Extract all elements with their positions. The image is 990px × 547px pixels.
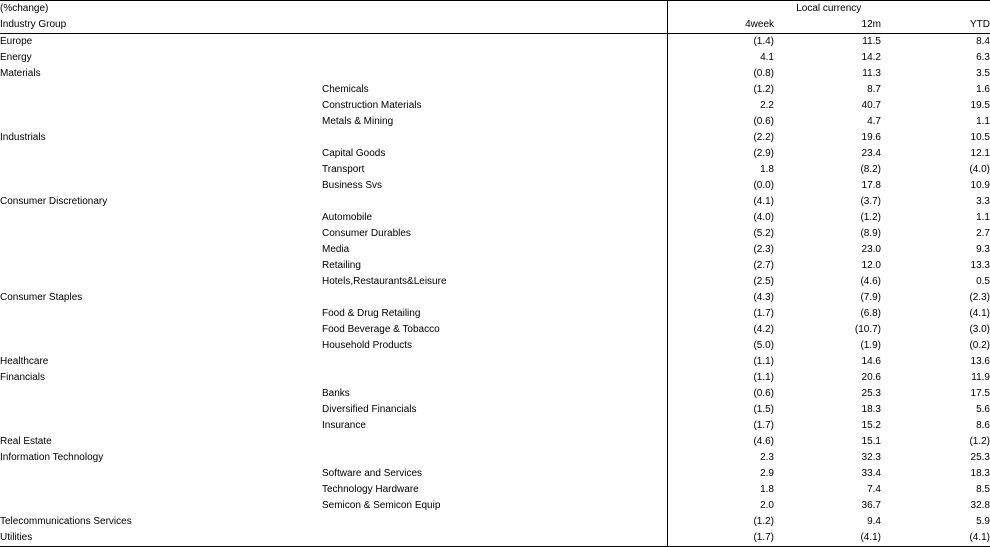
group-name: Financials <box>0 372 46 383</box>
value-ytd: 8.5 <box>976 484 990 495</box>
group-name-empty <box>0 162 322 178</box>
subgroup-name-empty <box>322 130 667 146</box>
value-ytd: 10.5 <box>970 132 990 143</box>
percent-change-label: (%change) <box>0 1 322 18</box>
group-name: Real Estate <box>0 436 52 447</box>
table-row <box>0 274 990 290</box>
table-row <box>0 370 990 386</box>
group-name-empty <box>0 258 322 274</box>
group-name-empty <box>0 226 322 242</box>
table-row <box>0 34 990 51</box>
value-4week: (4.6) <box>667 434 774 450</box>
subgroup-name: Diversified Financials <box>322 404 417 415</box>
value-12m: 19.6 <box>861 132 881 143</box>
value-12m: 8.7 <box>867 84 881 95</box>
value-4week: (0.8) <box>667 66 774 82</box>
value-12m: 9.4 <box>867 516 881 527</box>
subgroup-name-empty <box>322 34 667 51</box>
value-4week: (1.2) <box>667 82 774 98</box>
subgroup-name-empty <box>322 290 667 306</box>
subgroup-name-empty <box>322 194 667 210</box>
value-ytd: (3.0) <box>969 324 990 335</box>
value-4week: (2.3) <box>667 242 774 258</box>
subgroup-name: Transport <box>322 164 365 175</box>
table-row <box>0 450 990 466</box>
value-12m: (1.9) <box>860 340 881 351</box>
group-name-empty <box>0 338 322 354</box>
subgroup-name-empty <box>322 354 667 370</box>
value-4week: (0.6) <box>667 386 774 402</box>
value-ytd: 18.3 <box>970 468 990 479</box>
group-name: Consumer Staples <box>0 292 83 303</box>
group-name-empty <box>0 242 322 258</box>
table-row <box>0 434 990 450</box>
value-ytd: 10.9 <box>970 180 990 191</box>
value-4week: (1.1) <box>667 370 774 386</box>
value-4week: (4.0) <box>667 210 774 226</box>
value-ytd: 8.6 <box>976 420 990 431</box>
subgroup-name-empty <box>322 450 667 466</box>
value-4week: (1.7) <box>667 306 774 322</box>
table-row <box>0 98 990 114</box>
value-ytd: 3.5 <box>976 68 990 79</box>
value-ytd: 5.9 <box>976 516 990 527</box>
table-row <box>0 146 990 162</box>
table-row <box>0 82 990 98</box>
subgroup-name: Food & Drug Retailing <box>322 308 421 319</box>
value-ytd: (0.2) <box>969 340 990 351</box>
group-name-empty <box>0 402 322 418</box>
group-name-empty <box>0 98 322 114</box>
table-row <box>0 242 990 258</box>
value-12m: 15.1 <box>861 436 881 447</box>
subgroup-name: Metals & Mining <box>322 116 394 127</box>
value-4week: (5.0) <box>667 338 774 354</box>
header-spacer-2 <box>322 17 667 34</box>
header-spacer <box>322 1 667 18</box>
value-12m: (10.7) <box>854 324 881 335</box>
column-header-ytd: YTD <box>881 17 990 34</box>
value-ytd: (1.2) <box>969 436 990 447</box>
group-name-empty <box>0 466 322 482</box>
value-ytd: (4.0) <box>969 164 990 175</box>
subgroup-name: Media <box>322 244 350 255</box>
group-name-empty <box>0 146 322 162</box>
subgroup-name: Consumer Durables <box>322 228 411 239</box>
value-12m: (8.2) <box>860 164 881 175</box>
table-row <box>0 130 990 146</box>
value-4week: 2.0 <box>667 498 774 514</box>
group-name: Materials <box>0 68 41 79</box>
subgroup-name-empty <box>322 50 667 66</box>
value-4week: (4.2) <box>667 322 774 338</box>
subgroup-name: Hotels,Restaurants&Leisure <box>322 276 447 287</box>
value-12m: 15.2 <box>861 420 881 431</box>
value-ytd: 19.5 <box>970 100 990 111</box>
value-12m: 18.3 <box>861 404 881 415</box>
group-name: Europe <box>0 36 33 47</box>
table-row <box>0 66 990 82</box>
table-row <box>0 322 990 338</box>
value-12m: 17.8 <box>861 180 881 191</box>
subgroup-name: Insurance <box>322 420 366 431</box>
value-12m: 7.4 <box>867 484 881 495</box>
column-header-12m: 12m <box>774 17 881 34</box>
subgroup-name: Software and Services <box>322 468 423 479</box>
group-name: Energy <box>0 52 32 63</box>
table-row <box>0 258 990 274</box>
value-12m: (3.7) <box>860 196 881 207</box>
value-4week: (1.5) <box>667 402 774 418</box>
value-ytd: 8.4 <box>976 36 990 47</box>
group-name-empty <box>0 386 322 402</box>
value-ytd: 17.5 <box>970 388 990 399</box>
group-name-empty <box>0 418 322 434</box>
value-ytd: 9.3 <box>976 244 990 255</box>
subgroup-name: Food Beverage & Tobacco <box>322 324 440 335</box>
value-12m: (4.1) <box>774 530 881 547</box>
value-ytd: (4.1) <box>881 530 990 547</box>
table-row <box>0 514 990 530</box>
table-body <box>0 1 990 547</box>
value-ytd: 32.8 <box>970 500 990 511</box>
table-row <box>0 354 990 370</box>
value-12m: 25.3 <box>861 388 881 399</box>
value-12m: 36.7 <box>861 500 881 511</box>
table-row <box>0 386 990 402</box>
group-name-empty <box>0 114 322 130</box>
value-12m: 33.4 <box>861 468 881 479</box>
value-12m: (8.9) <box>860 228 881 239</box>
value-12m: 32.3 <box>861 452 881 463</box>
subgroup-name: Business Svs <box>322 180 383 191</box>
value-4week: (1.4) <box>667 34 774 51</box>
subgroup-name: Technology Hardware <box>322 484 419 495</box>
group-name: Healthcare <box>0 356 49 367</box>
value-4week: (2.9) <box>667 146 774 162</box>
group-name-empty <box>0 482 322 498</box>
table-row <box>0 466 990 482</box>
group-name: Utilities <box>0 530 322 547</box>
subgroup-name-empty <box>322 434 667 450</box>
subgroup-name: Automobile <box>322 212 373 223</box>
value-ytd: 25.3 <box>970 452 990 463</box>
subgroup-name: Retailing <box>322 260 361 271</box>
table-row <box>0 114 990 130</box>
table-row <box>0 178 990 194</box>
value-ytd: 11.9 <box>971 372 990 383</box>
value-ytd: (4.1) <box>969 308 990 319</box>
value-4week: (2.2) <box>667 130 774 146</box>
value-12m: (4.6) <box>860 276 881 287</box>
value-4week: 2.3 <box>667 450 774 466</box>
subgroup-name-empty <box>322 370 667 386</box>
value-4week: (4.3) <box>667 290 774 306</box>
group-name-empty <box>0 82 322 98</box>
value-ytd: 5.6 <box>976 404 990 415</box>
value-12m: (6.8) <box>860 308 881 319</box>
value-12m: 4.7 <box>867 116 881 127</box>
value-4week: (1.2) <box>667 514 774 530</box>
table-row <box>0 194 990 210</box>
group-name-empty <box>0 322 322 338</box>
subgroup-name: Chemicals <box>322 84 369 95</box>
value-12m: 11.5 <box>862 36 881 47</box>
value-ytd: 13.3 <box>970 260 990 271</box>
value-4week: (4.1) <box>667 194 774 210</box>
value-12m: 11.3 <box>862 68 881 79</box>
value-ytd: 13.6 <box>970 356 990 367</box>
value-12m: 12.0 <box>861 260 881 271</box>
header-row-top <box>0 1 990 18</box>
value-4week: (2.7) <box>667 258 774 274</box>
table-row <box>0 482 990 498</box>
value-4week: 1.8 <box>667 162 774 178</box>
subgroup-name: Semicon & Semicon Equip <box>322 500 441 511</box>
subgroup-name: Banks <box>322 388 350 399</box>
value-12m: 23.0 <box>861 244 881 255</box>
header-row-columns <box>0 17 990 34</box>
value-12m: 14.2 <box>861 52 881 63</box>
group-name: Information Technology <box>0 452 104 463</box>
local-currency-label: Local currency <box>667 1 990 18</box>
subgroup-name-empty <box>322 530 667 547</box>
industry-group-label: Industry Group <box>0 17 322 34</box>
value-4week: (1.7) <box>667 418 774 434</box>
group-name: Telecommunications Services <box>0 516 132 527</box>
value-ytd: 6.3 <box>976 52 990 63</box>
subgroup-name: Capital Goods <box>322 148 386 159</box>
table-row <box>0 226 990 242</box>
subgroup-name-empty <box>322 66 667 82</box>
value-12m: (1.2) <box>860 212 881 223</box>
value-4week: 1.8 <box>667 482 774 498</box>
table-row <box>0 290 990 306</box>
value-4week: 2.2 <box>667 98 774 114</box>
subgroup-name-empty <box>322 514 667 530</box>
table-row <box>0 162 990 178</box>
value-4week: (2.5) <box>667 274 774 290</box>
value-ytd: (2.3) <box>969 292 990 303</box>
value-12m: 14.6 <box>861 356 881 367</box>
group-name-empty <box>0 178 322 194</box>
value-ytd: 1.1 <box>976 116 990 127</box>
value-12m: (7.9) <box>860 292 881 303</box>
value-ytd: 0.5 <box>976 276 990 287</box>
value-4week: 4.1 <box>667 50 774 66</box>
value-ytd: 12.1 <box>970 148 990 159</box>
table-row <box>0 418 990 434</box>
subgroup-name: Construction Materials <box>322 100 422 111</box>
subgroup-name: Household Products <box>322 340 413 351</box>
table-row <box>0 338 990 354</box>
table-row <box>0 306 990 322</box>
group-name-empty <box>0 498 322 514</box>
value-4week: (5.2) <box>667 226 774 242</box>
value-4week: 2.9 <box>667 466 774 482</box>
table-row <box>0 530 990 547</box>
value-4week: (0.0) <box>667 178 774 194</box>
column-header-4week: 4week <box>667 17 774 34</box>
value-4week: (1.1) <box>667 354 774 370</box>
value-ytd: 2.7 <box>976 228 990 239</box>
value-ytd: 1.1 <box>976 212 990 223</box>
value-12m: 20.6 <box>861 372 881 383</box>
table-row <box>0 402 990 418</box>
value-ytd: 3.3 <box>976 196 990 207</box>
table-row <box>0 210 990 226</box>
table-row <box>0 498 990 514</box>
group-name: Consumer Discretionary <box>0 196 108 207</box>
table-row <box>0 50 990 66</box>
value-12m: 23.4 <box>861 148 881 159</box>
value-4week: (1.7) <box>667 530 774 547</box>
group-name-empty <box>0 274 322 290</box>
group-name-empty <box>0 306 322 322</box>
value-12m: 40.7 <box>861 100 881 111</box>
group-name: Industrials <box>0 132 46 143</box>
value-ytd: 1.6 <box>976 84 990 95</box>
value-4week: (0.6) <box>667 114 774 130</box>
group-name-empty <box>0 210 322 226</box>
